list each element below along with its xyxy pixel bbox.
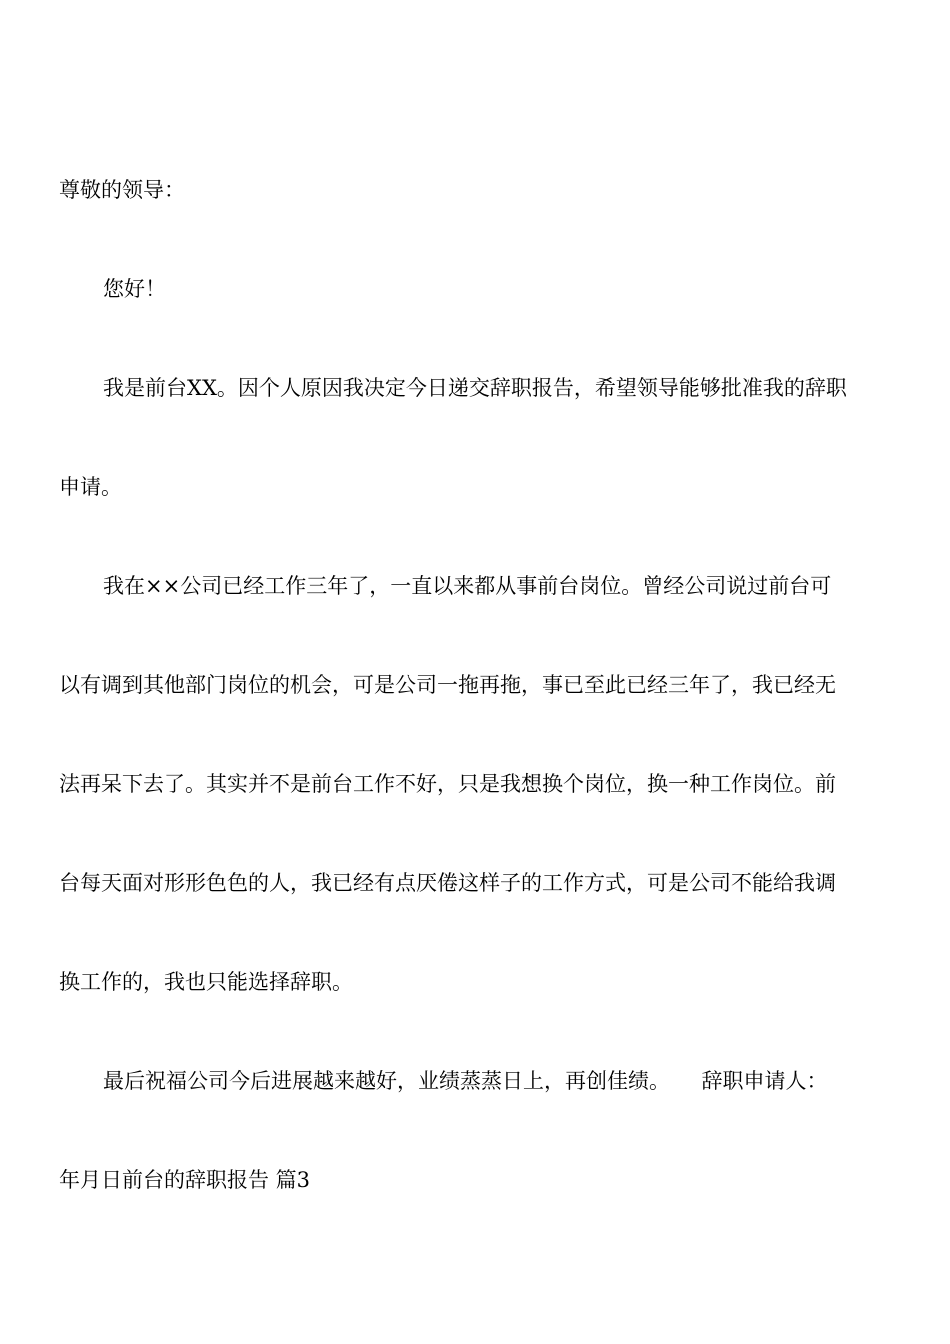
footer-heading: 年月日前台的辞职报告 篇3 bbox=[59, 1168, 311, 1192]
greeting: 您好！ bbox=[103, 277, 166, 301]
paragraph-2-line-5: 换工作的，我也只能选择辞职。 bbox=[59, 970, 353, 994]
closing-line: 最后祝福公司今后进展越来越好，业绩蒸蒸日上，再创佳绩。 辞职申请人： bbox=[103, 1069, 828, 1093]
paragraph-2-line-2: 以有调到其他部门岗位的机会，可是公司一拖再拖，事已至此已经三年了，我已经无 bbox=[59, 673, 836, 697]
paragraph-1-line-1: 我是前台XX。因个人原因我决定今日递交辞职报告，希望领导能够批准我的辞职 bbox=[103, 376, 847, 400]
paragraph-1-line-2: 申请。 bbox=[59, 475, 122, 499]
paragraph-2-line-1: 我在××公司已经工作三年了，一直以来都从事前台岗位。曾经公司说过前台可 bbox=[103, 574, 832, 598]
paragraph-2-line-4: 台每天面对形形色色的人，我已经有点厌倦这样子的工作方式，可是公司不能给我调 bbox=[59, 871, 836, 895]
salutation: 尊敬的领导： bbox=[59, 178, 185, 202]
paragraph-2-line-3: 法再呆下去了。其实并不是前台工作不好，只是我想换个岗位，换一种工作岗位。前 bbox=[59, 772, 836, 796]
